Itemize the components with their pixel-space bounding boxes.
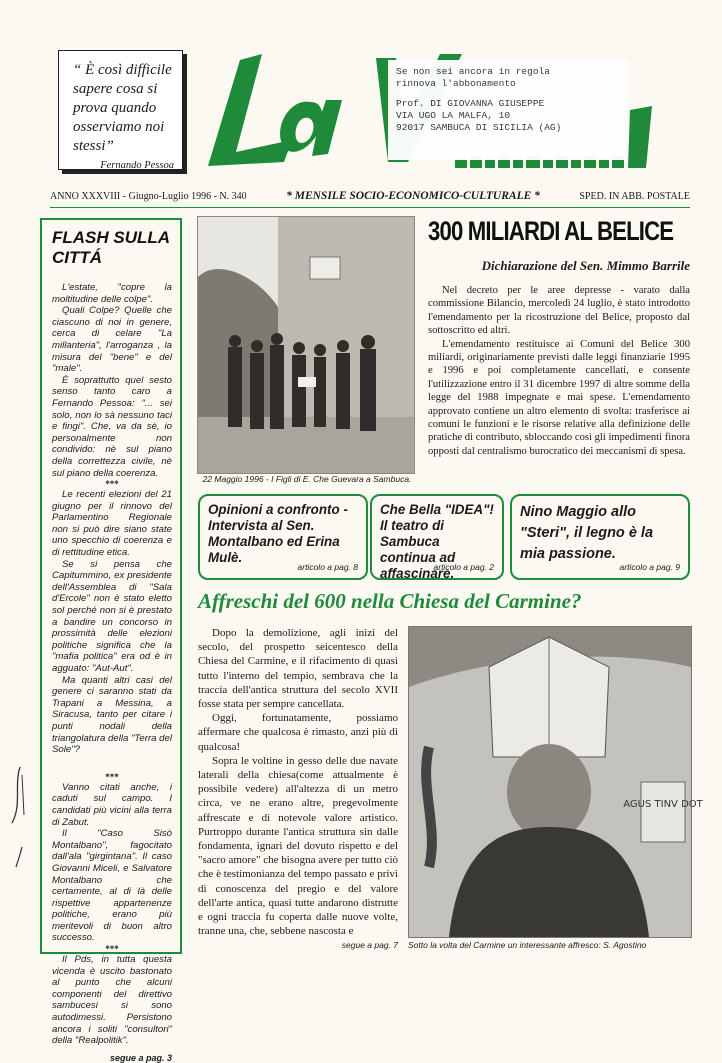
flash-paragraph: Il "Caso Sisò Montalbano", fagocitato dall'ala "girgintana". Il caso Giovanni Miceli, e Salvatore Montalbano che certamente, al di là delle rispettive appartenenze politiche, erano più meritevoli di buon altro successo.: [52, 828, 172, 944]
teaser-ref: articolo a pag. 9: [619, 562, 680, 572]
flash-paragraph: Le recenti elezioni del 21 giugno per il rinnovo del Parlamentino Regionale non si può dire siano state uno specchio di coerenza e di rettitudine etica.: [52, 489, 172, 559]
photo-image: [198, 217, 414, 473]
teaser-title: Nino Maggio allo "Steri", il legno è la mia passione.: [520, 504, 654, 562]
fresco-headline: Affreschi del 600 nella Chiesa del Carmine?: [198, 589, 582, 613]
article-paragraph: Oggi, fortunatamente, possiamo affermare che qualcosa è rimasto, anzi più di qualcosa!: [198, 712, 398, 753]
flash-paragraph: Quali Colpe? Quelle che ciascuno di noi in genere, cerca di celare "La millanteria", l'arroganza , la misura del "bene" e del "male".: [52, 305, 172, 375]
article-paragraph: Sopra le voltine in gesso delle due navate laterali della chiesa(come attualmente è possibile vedere) all'altezza di un metro circa, ve ne erano altre, pregevolmente affrescate e di notevole valore artistico. Purtroppo durante l'antica struttura sin dalle fondamenta, ignari del dovuto rispetto e del "sacro amore" che bisogna avere per tutto ciò che è testimonianza del tempo passato e privi di conoscenza del pregio e del valore dell'arte antica, quasi tutte andarono distrutte e ogni traccia fu coperta dalle nuove volte, tranne una, che, sebbene nascosta e: [198, 754, 398, 938]
quote-box: [58, 50, 183, 170]
flash-paragraph: È soprattutto quel sesto senso tanto caro a Fernando Pessoa: "... sei solo, non lo sà nessuno taci e fingi". Che, va da sè, io personalmente non condivido: nè sul piano della correttezza civile, nè sul piano della coerenza.: [52, 374, 172, 479]
teaser-box-interview[interactable]: [198, 494, 368, 580]
article-paragraph: Dopo la demolizione, agli inizi del secolo, del prospetto seicentesco della Chiesa del Carmine, e il rifacimento di quasi tutto l'interno del tempio, sembrava che la traccia dell'antica struttura del secolo XVII fosse stata per sempre cancellata.: [198, 627, 398, 711]
flash-column: [40, 218, 182, 1063]
teaser-box-theatre[interactable]: [370, 494, 504, 580]
fresco-inscription: AGUS TINV DOT: [623, 799, 703, 810]
continue-link[interactable]: segue a pag. 3: [109, 1052, 172, 1063]
fresco-image: [409, 627, 703, 937]
separator-stars: ***: [105, 944, 119, 955]
article-body: [428, 284, 690, 458]
teaser-title: Opinioni a confronto - Intervista al Sen. Montalbano ed Erina Mulè.: [208, 502, 348, 565]
masthead-line: [50, 188, 690, 208]
fresco-photo: [408, 626, 703, 938]
label-line: Se non sei ancora in regola: [396, 66, 550, 77]
article-paragraph: L'emendamento restituisce ai Comuni del Belice 300 miliardi, originariamente previsti dalle leggi finanziarie 1995 e 1996 e poi completamente cancellati, e consente l'utilizzazione entro il 31 dicembre 1997 di altre somme della legge del 1988 impegnate e mai spese. L'emendamento approvato contiene un altro elemento di svolta: trasferisce ai comuni le funzioni e le risorse relative alla definizione delle pratiche di contributo, sbloccando così gli impedimenti finora opposti dal centralismo burocratico dei meccanismi di spesa.: [428, 338, 690, 457]
separator-stars: ***: [105, 479, 119, 490]
flash-title: FLASH SULLA CITTÁ: [52, 228, 170, 267]
article-byline: Dichiarazione del Sen. Mimmo Barrile: [481, 258, 690, 273]
issue-info: ANNO XXXVIII - Giugno-Luglio 1996 - N. 340: [50, 190, 247, 202]
margin-pen-mark: [8, 765, 26, 825]
label-line: Prof. DI GIOVANNA GIUSEPPE: [396, 98, 545, 109]
separator-stars: ***: [105, 771, 119, 782]
main-headline: 300 MILIARDI AL BELICE: [428, 216, 674, 246]
teaser-title: Che Bella "IDEA"! Il teatro di Sambuca continua ad affascinare.: [380, 502, 494, 581]
quote-text: “ È così difficile sapere cosa si prova quando osserviamo noi stessi”: [73, 62, 172, 154]
fresco-article-body: [198, 626, 398, 953]
flash-paragraph: Se si pensa che Capitummino, ex presidente dell'Assemblea di "Sala d'Ercole" non è stato eletto sol perché non si è prestato a bandire un concorso in prossimità delle elezioni politiche significa che la "mafia politica" era od è in agguato: "Aut-Aut".: [52, 558, 172, 674]
label-line: 92017 SAMBUCA DI SICILIA (AG): [396, 122, 562, 133]
article-paragraph: Nel decreto per le aree depresse - varato dalla commissione Bilancio, mercoledì 24 luglio, è stato introdotto l'emendamento per la ricostruzione del Belice, proposto dal sottoscritto ed altri.: [428, 285, 690, 337]
masthead-subtitle: * MENSILE SOCIO-ECONOMICO-CULTURALE *: [286, 190, 540, 202]
fresco-caption: Sotto la volta del Carmine un interessante affresco: S. Agostino: [408, 940, 647, 950]
subscription-address-label: [388, 60, 628, 160]
photo-caption: 22 Maggio 1996 - I Figli di E. Che Guevara a Sambuca.: [202, 474, 412, 484]
teaser-ref: articolo a pag. 8: [297, 562, 358, 572]
flash-paragraph: Ma quanti altri casi del genere ci saranno stati da Trapani a Messina, a Siracusa, tanto per citare i punti nodali della triangolatura della "Terra del Sole"?: [52, 674, 172, 756]
teaser-box-steri[interactable]: [510, 494, 690, 580]
flash-paragraph: L'estate, "copre la moltitudine delle colpe".: [52, 282, 172, 305]
flash-paragraph: Vanno citati anche, i caduti sul campo. I candidati più vicini alla terra di Zabut.: [52, 781, 172, 828]
postal-info: SPED. IN ABB. POSTALE: [579, 190, 690, 202]
flash-paragraph: Il Pds, in tutta questa vicenda è uscito bastonato al punto che alcuni componenti del direttivo sambucesi si sono autodimessi. Persistono ancora i soliti "consultori" della "Realpolitik".: [52, 954, 172, 1047]
margin-pen-mark: [14, 845, 24, 869]
teaser-ref: articolo a pag. 2: [433, 562, 494, 572]
continue-link[interactable]: segue a pag. 7: [341, 940, 398, 951]
label-line: VIA UGO LA MALFA, 10: [396, 110, 511, 121]
quote-author: Fernando Pessoa: [100, 160, 174, 171]
label-line: rinnova l'abbonamento: [396, 78, 516, 89]
group-photo: [197, 216, 415, 474]
